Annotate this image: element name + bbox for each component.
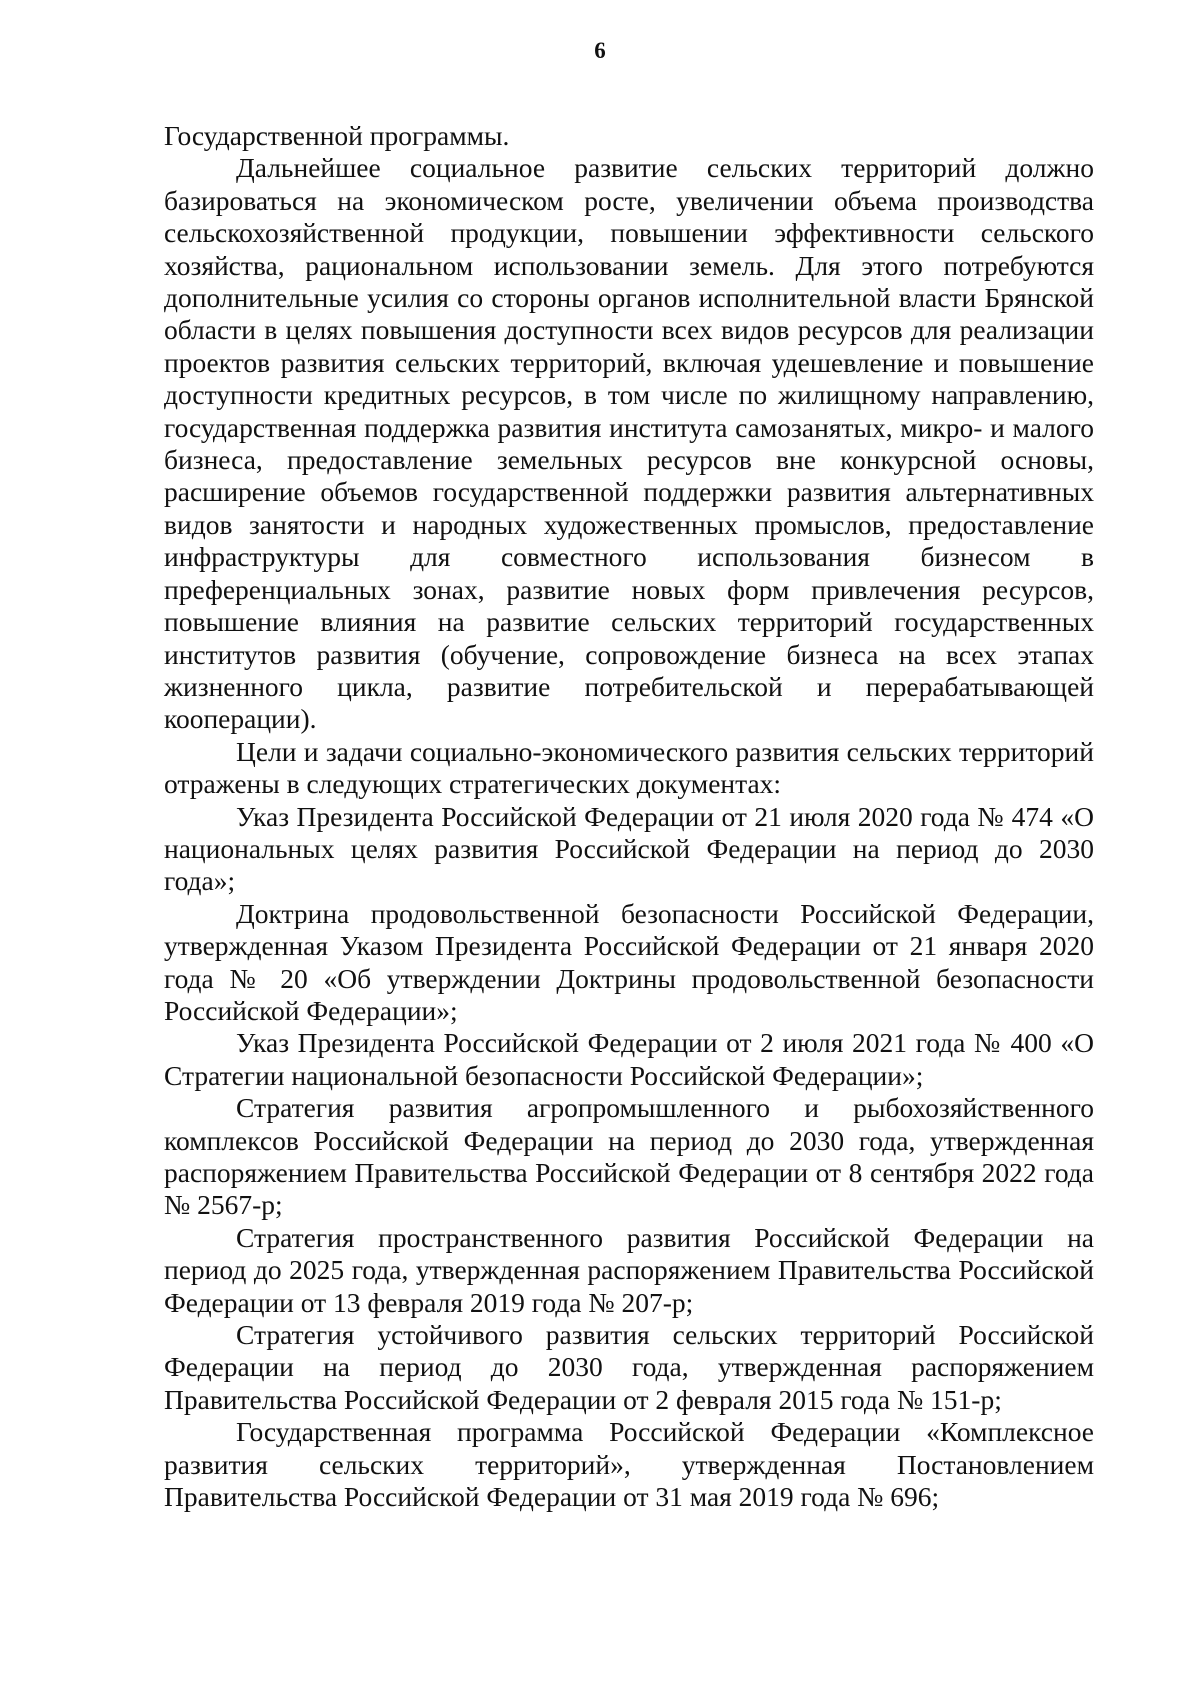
paragraph-goals: Цели и задачи социально-экономического развития сельских территорий отражены в следующих стратегических документах: [164, 735, 1094, 800]
paragraph-development: Дальнейшее социальное развитие сельских территорий должно базироваться на экономическом росте, увеличении объема производства сельскохозяйственной продукции, повышении эффективности сельского хозяйства, рациональном использовании земель. Для этого потребуются дополнительные усилия со стороны органов исполнительной власти Брянской области в целях повышения доступности всех видов ресурсов для реализации проектов развития сельских территорий, включая удешевление и повышение доступности кредитных ресурсов, в том числе по жилищному направлению, государственная поддержка развития института самозанятых, микро- и малого бизнеса, предоставление земельных ресурсов вне конкурсной основы, расширение объемов государственной поддержки развития альтернативных видов занятости и народных художественных промыслов, предоставление инфраструктуры для совместного использования бизнесом в преференциальных зонах, развитие новых форм привлечения ресурсов, повышение влияния на развитие сельских территорий государственных институтов развития (обучение, сопровождение бизнеса на всех этапах жизненного цикла, развитие потребительской и перерабатывающей кооперации). [164, 152, 1094, 735]
list-item-decree-474: Указ Президента Российской Федерации от 21 июля 2020 года № 474 «О национальных целях развития Российской Федерации на период до 2030 года»; [164, 800, 1094, 897]
page-number: 6 [594, 38, 606, 63]
document-body [164, 120, 1094, 1513]
list-item-food-security-doctrine: Доктрина продовольственной безопасности Российской Федерации, утвержденная Указом Президента Российской Федерации от 21 января 2020 года № 20 «Об утверждении Доктрины продовольственной безопасности Российской Федерации»; [164, 897, 1094, 1026]
list-item-decree-400: Указ Президента Российской Федерации от 2 июля 2021 года № 400 «О Стратегии национальной безопасности Российской Федерации»; [164, 1027, 1094, 1091]
list-item-spatial-strategy: Стратегия пространственного развития Российской Федерации на период до 2025 года, утвержденная распоряжением Правительства Российской Федерации от 13 февраля 2019 года № 207-р; [164, 1221, 1094, 1318]
paragraph-continuation: Государственной программы. [164, 120, 510, 151]
list-item-rural-strategy: Стратегия устойчивого развития сельских территорий Российской Федерации на период до 2030 года, утвержденная распоряжением Правительства Российской Федерации от 2 февраля 2015 года № 151-р; [164, 1319, 1094, 1415]
list-item-state-program: Государственная программа Российской Федерации «Комплексное развития сельских территорий», утвержденная Постановлением Правительства Российской Федерации от 31 мая 2019 года № 696; [164, 1416, 1094, 1513]
list-item-agro-strategy: Стратегия развития агропромышленного и рыбохозяйственного комплексов Российской Федерации на период до 2030 года, утвержденная распоряжением Правительства Российской Федерации от 8 сентября 2022 года № 2567-р; [164, 1092, 1094, 1221]
